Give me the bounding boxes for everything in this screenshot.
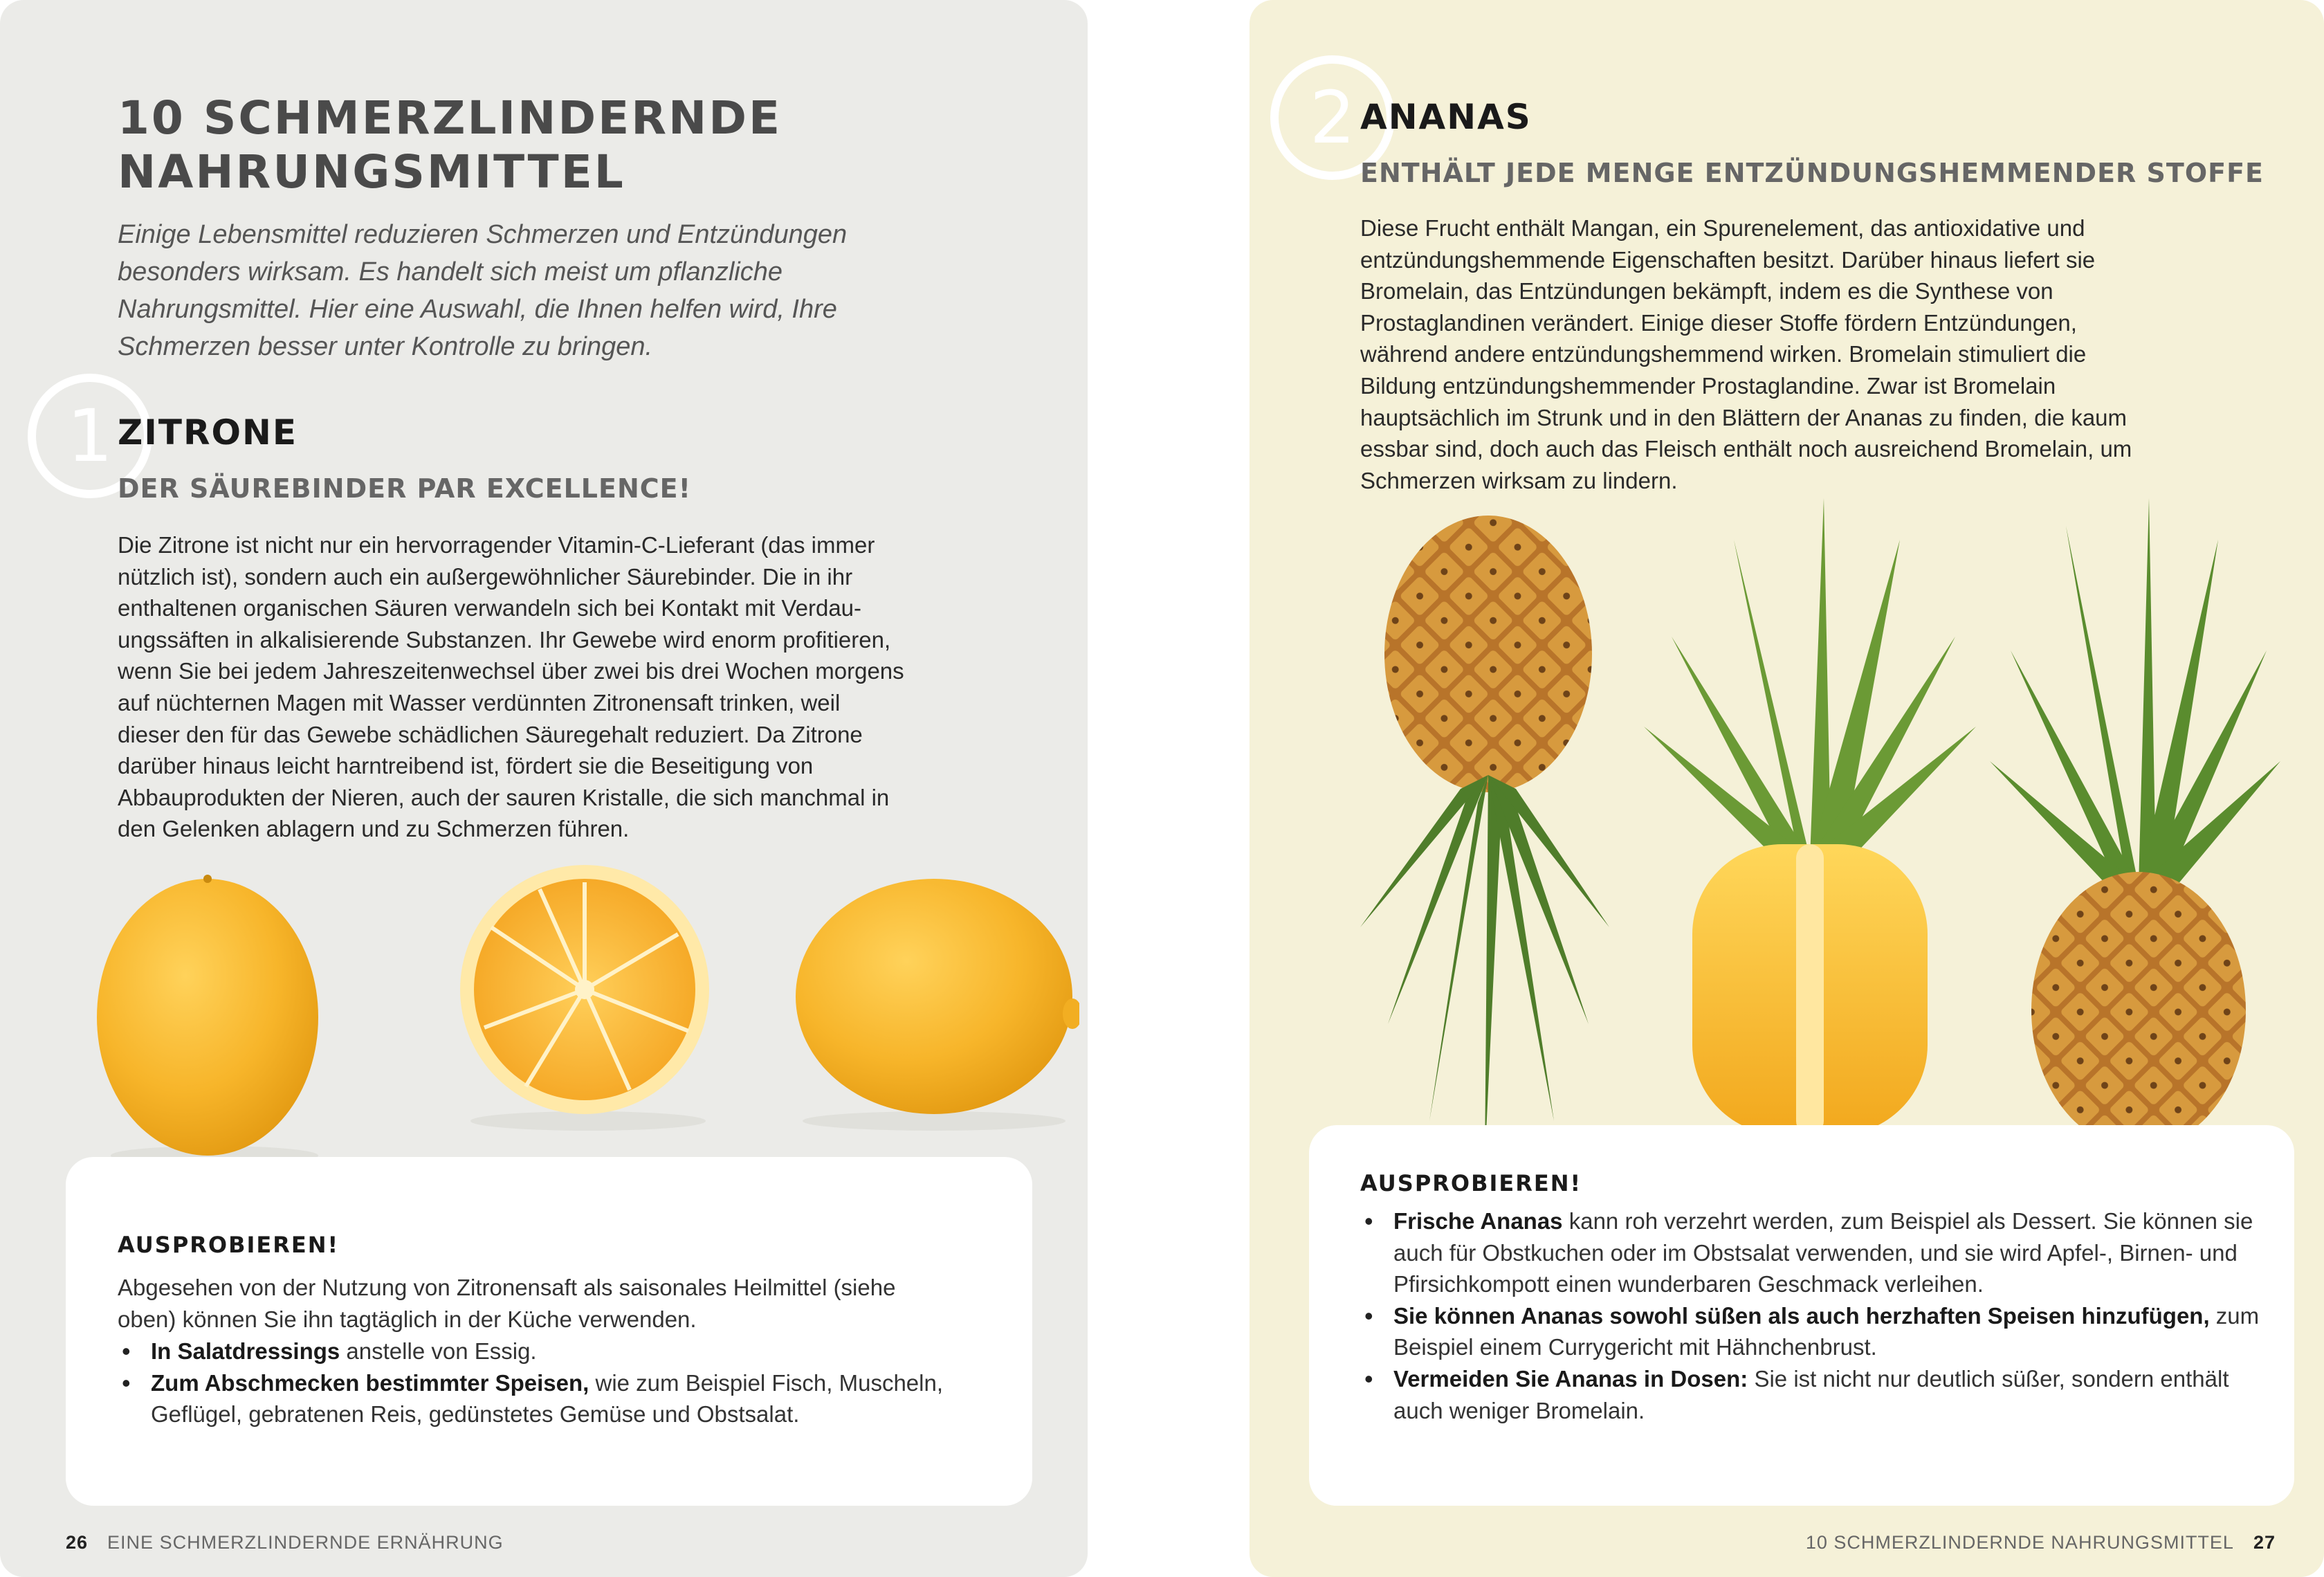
section-body: Die Zitrone ist nicht nur ein hervorragender Vitamin-C-Lieferant (das immer nützlich ist), sondern auch ein außergewöhnlicher Säurebinder. Die in ihr enthaltenen organischen Säuren verwandeln sich bei Kontakt mit Verdau- ungssäften in alkalisierende Substanzen. Ihr Gewebe wird enorm profitieren, wenn Sie bei jedem Jahreszeitenwechsel über zwei bis drei Wochen morgens auf nüchternen Magen mit Wasser verdünnten Zitronensaft trinken, weil dieser den für das Gewebe schädlichen Säuregehalt reduziert. Da Zitrone darüber hinaus leicht harntreibend ist, fördert sie die Beseitigung von Abbauprodukten der Nieren, auch der sauren Kristalle, die sich manchmal in den Gelenken ablagern und zu Schmerzen führen. bbox=[118, 532, 904, 842]
lemon-half-icon bbox=[460, 865, 709, 1114]
list-item: • Frische Ananas kann roh verzehrt werden, zum Beispiel als Dessert. Sie können sie auch für Obstkuchen oder im Obstsalat verwenden, und sie wird Apfel-, Birnen- und Pfirsichkompott einen wunderbaren Geschmack verleihen. bbox=[1360, 1205, 2273, 1300]
pineapple-whole-icon bbox=[1360, 516, 1609, 1163]
try-box bbox=[66, 1157, 1032, 1506]
list-item: • Vermeiden Sie Ananas in Dosen: Sie ist nicht nur deutlich süßer, sondern enthält auch weniger Bromelain. bbox=[1360, 1363, 2273, 1426]
footer-left bbox=[66, 1532, 504, 1553]
whole-lemon-icon bbox=[97, 875, 318, 1156]
right-page bbox=[1250, 0, 2324, 1577]
try-intro: Abgesehen von der Nutzung von Zitronensaft als saisonales Heilmittel (siehe oben) können Sie ihn tagtäglich in der Küche verwenden. bbox=[118, 1275, 896, 1332]
whole-lemon-side-icon bbox=[796, 879, 1079, 1114]
page-title: 10 SCHMERZLINDERNDE NAHRUNGSMITTEL bbox=[118, 91, 783, 199]
section-subtitle: ENTHÄLT JEDE MENGE ENTZÜNDUNGSHEMMENDER STOFFE bbox=[1360, 158, 2264, 188]
running-title: 10 SCHMERZLINDERNDE NAHRUNGSMITTEL bbox=[1805, 1532, 2234, 1553]
try-list bbox=[118, 1336, 1010, 1430]
list-item: • In Salatdressings anstelle von Essig. bbox=[118, 1336, 1010, 1367]
section-number-badge: 2 bbox=[1270, 55, 1395, 180]
pineapples-illustration bbox=[1346, 498, 2301, 1163]
footer-right bbox=[1806, 1532, 2276, 1553]
pineapple-whole-icon bbox=[1990, 498, 2280, 1149]
intro-text: Einige Lebensmittel reduzieren Schmerzen und Entzündungen besonders wirksam. Es handelt sich meist um pflanzliche Nahrungsmittel. Hier eine Auswahl, die Ihnen helfen wird, Ihre Schmerzen besser unter Kontrolle zu bringen. bbox=[118, 220, 848, 361]
section-subtitle: DER SÄUREBINDER PAR EXCELLENCE! bbox=[118, 473, 691, 504]
section-number-badge: 1 bbox=[28, 374, 152, 498]
section-body: Diese Frucht enthält Mangan, ein Spurenelement, das antioxidative und entzündungshemmende Eigenschaften besitzt. Darüber hinaus liefert sie Bromelain, das Entzündungen bekämpft, indem es die Synthese von Prostaglandinen verändert. Einige dieser Stoffe fördern Entzündungen, während andere entzündungshemmend wirken. Bromelain stimuliert die Bildung entzündungshemmender Prostaglandine. Zwar ist Bromelain hauptsächlich im Strunk und in den Blättern der Ananas zu finden, die kaum essbar sind, doch auch das Fleisch enthält noch ausreichend Bromelain, um Schmerzen wirksam zu lindern. bbox=[1360, 215, 2132, 493]
section-title: ANANAS bbox=[1360, 97, 1532, 137]
left-page bbox=[0, 0, 1088, 1577]
page-number: 27 bbox=[2253, 1532, 2276, 1553]
try-heading: AUSPROBIEREN! bbox=[118, 1232, 340, 1258]
pineapple-half-icon bbox=[1644, 498, 1976, 1135]
list-item: • Sie können Ananas sowohl süßen als auch herzhaften Speisen hinzufügen, zum Beispiel einem Currygericht mit Hähnchenbrust. bbox=[1360, 1300, 2273, 1363]
page-number: 26 bbox=[66, 1532, 89, 1553]
running-title: EINE SCHMERZLINDERNDE ERNÄHRUNG bbox=[107, 1532, 504, 1553]
lemons-illustration bbox=[42, 851, 1079, 1183]
list-item: • Zum Abschmecken bestimmter Speisen, wie zum Beispiel Fisch, Muscheln, Geflügel, gebratenen Reis, gedünstetes Gemüse und Obstsalat. bbox=[118, 1367, 1010, 1430]
section-title: ZITRONE bbox=[118, 412, 298, 453]
try-box bbox=[1309, 1125, 2294, 1506]
try-heading: AUSPROBIEREN! bbox=[1360, 1170, 1582, 1196]
try-list bbox=[1360, 1205, 2273, 1426]
